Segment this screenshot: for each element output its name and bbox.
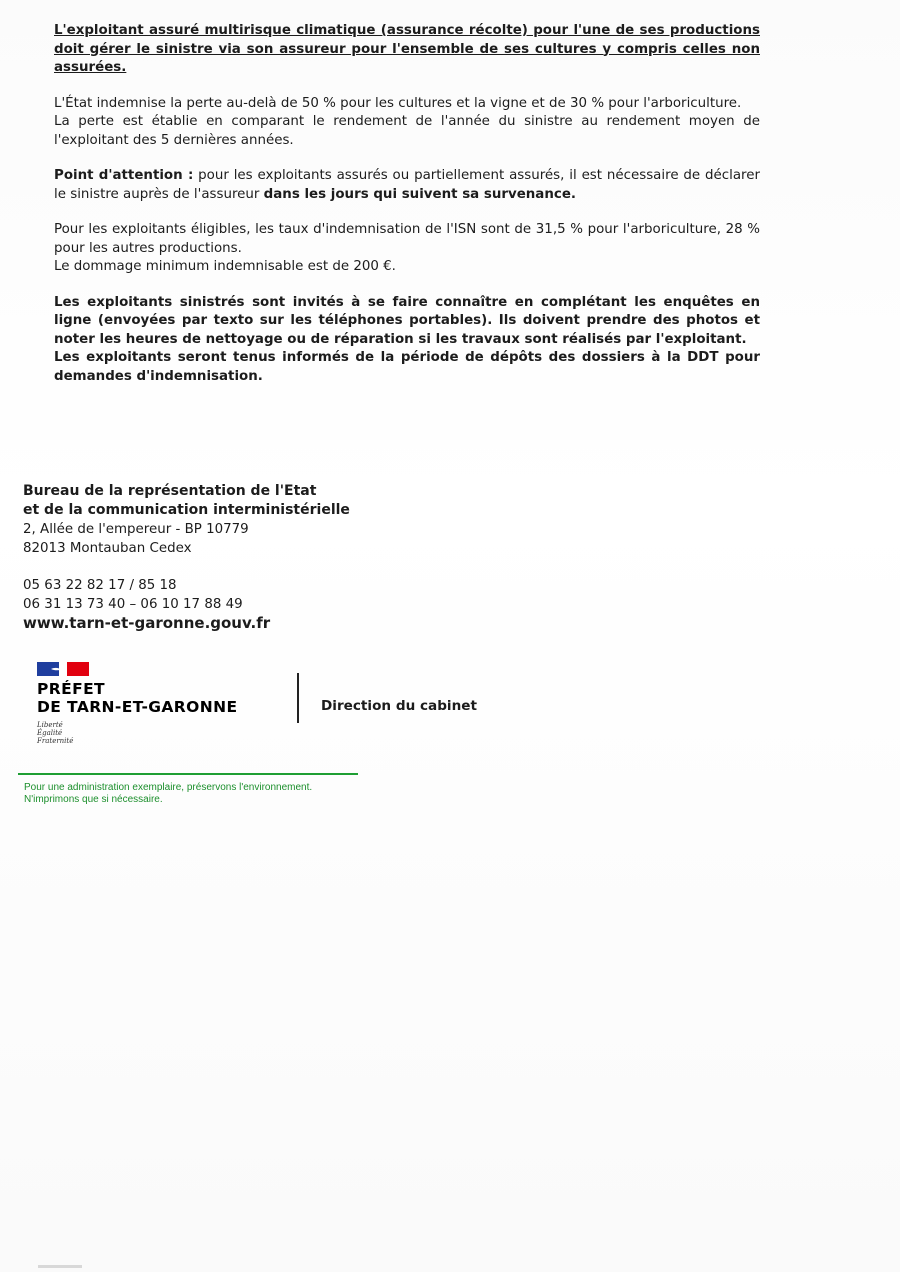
eco-divider	[18, 773, 358, 775]
marianne-flag-icon	[37, 660, 89, 678]
isn-rates-paragraph: Pour les exploitants éligibles, les taux d'indemnisation de l'ISN sont de 31,5 % pour l'arboriculture, 28 % pour les autres productions.	[54, 222, 760, 256]
motto-egalite: Égalité	[37, 729, 63, 737]
bureau-name-line1: Bureau de la représentation de l'Etat	[23, 483, 317, 499]
eco-note	[24, 782, 312, 806]
logo-separator	[297, 673, 299, 723]
prefecture-logo	[37, 660, 277, 760]
website-link[interactable]: www.tarn-et-garonne.gouv.fr	[23, 614, 271, 632]
survey-paragraph: Les exploitants sinistrés sont invités à se faire connaître en complétant les enquêtes en ligne (envoyées par texto sur les téléphones portables). Ils doivent prendre des photos et noter les heures de nettoyage ou de réparation si les travaux sont réalisés par l'exploitant.	[54, 294, 760, 347]
attention-paragraph	[54, 167, 760, 204]
phone-line1: 05 63 22 82 17 / 85 18	[23, 578, 177, 593]
prefet-line2: DE TARN-ET-GARONNE	[37, 698, 238, 716]
minimum-damage-paragraph: Le dommage minimum indemnisable est de 200 €.	[54, 259, 396, 274]
prefet-line1: PRÉFET	[37, 680, 106, 698]
attention-label: Point d'attention :	[54, 168, 194, 183]
attention-bold-text: dans les jours qui suivent sa survenance.	[263, 186, 576, 202]
bureau-name-line2: et de la communication interministérielle	[23, 502, 350, 518]
direction-label: Direction du cabinet	[321, 698, 477, 714]
address-line1: 2, Allée de l'empereur - BP 10779	[23, 522, 249, 537]
state-indemnity-paragraph: L'État indemnise la perte au-delà de 50 % pour les cultures et la vigne et de 30 % pour l'arboriculture.	[54, 95, 742, 111]
eco-note-line2: N'imprimons que si nécessaire.	[24, 794, 163, 805]
loss-calculation-paragraph: La perte est établie en comparant le rendement de l'année du sinistre au rendement moyen de l'exploitant des 5 dernières années.	[54, 114, 760, 148]
eco-note-line1: Pour une administration exemplaire, préservons l'environnement.	[24, 782, 313, 793]
press-release-body	[54, 22, 760, 386]
ddt-paragraph: Les exploitants seront tenus informés de la période de dépôts des dossiers à la DDT pour demandes d'indemnisation.	[54, 350, 760, 384]
attention-text: pour les exploitants assurés ou partiellement assurés, il est nécessaire de déclarer le sinistre auprès de l'assureur	[54, 168, 761, 202]
republic-motto	[37, 721, 73, 745]
motto-liberte: Liberté	[37, 721, 63, 729]
warning-paragraph: L'exploitant assuré multirisque climatique (assurance récolte) pour l'une de ses productions doit gérer le sinistre via son assureur pour l'ensemble de ses cultures y compris celles non assurées.	[54, 23, 760, 75]
contact-block	[23, 482, 443, 633]
prefet-title	[37, 680, 237, 716]
address-line2: 82013 Montauban Cedex	[23, 541, 192, 556]
motto-fraternite: Fraternité	[37, 737, 74, 745]
phone-line2: 06 31 13 73 40 – 06 10 17 88 49	[23, 597, 243, 612]
scan-artifact	[38, 1265, 82, 1268]
